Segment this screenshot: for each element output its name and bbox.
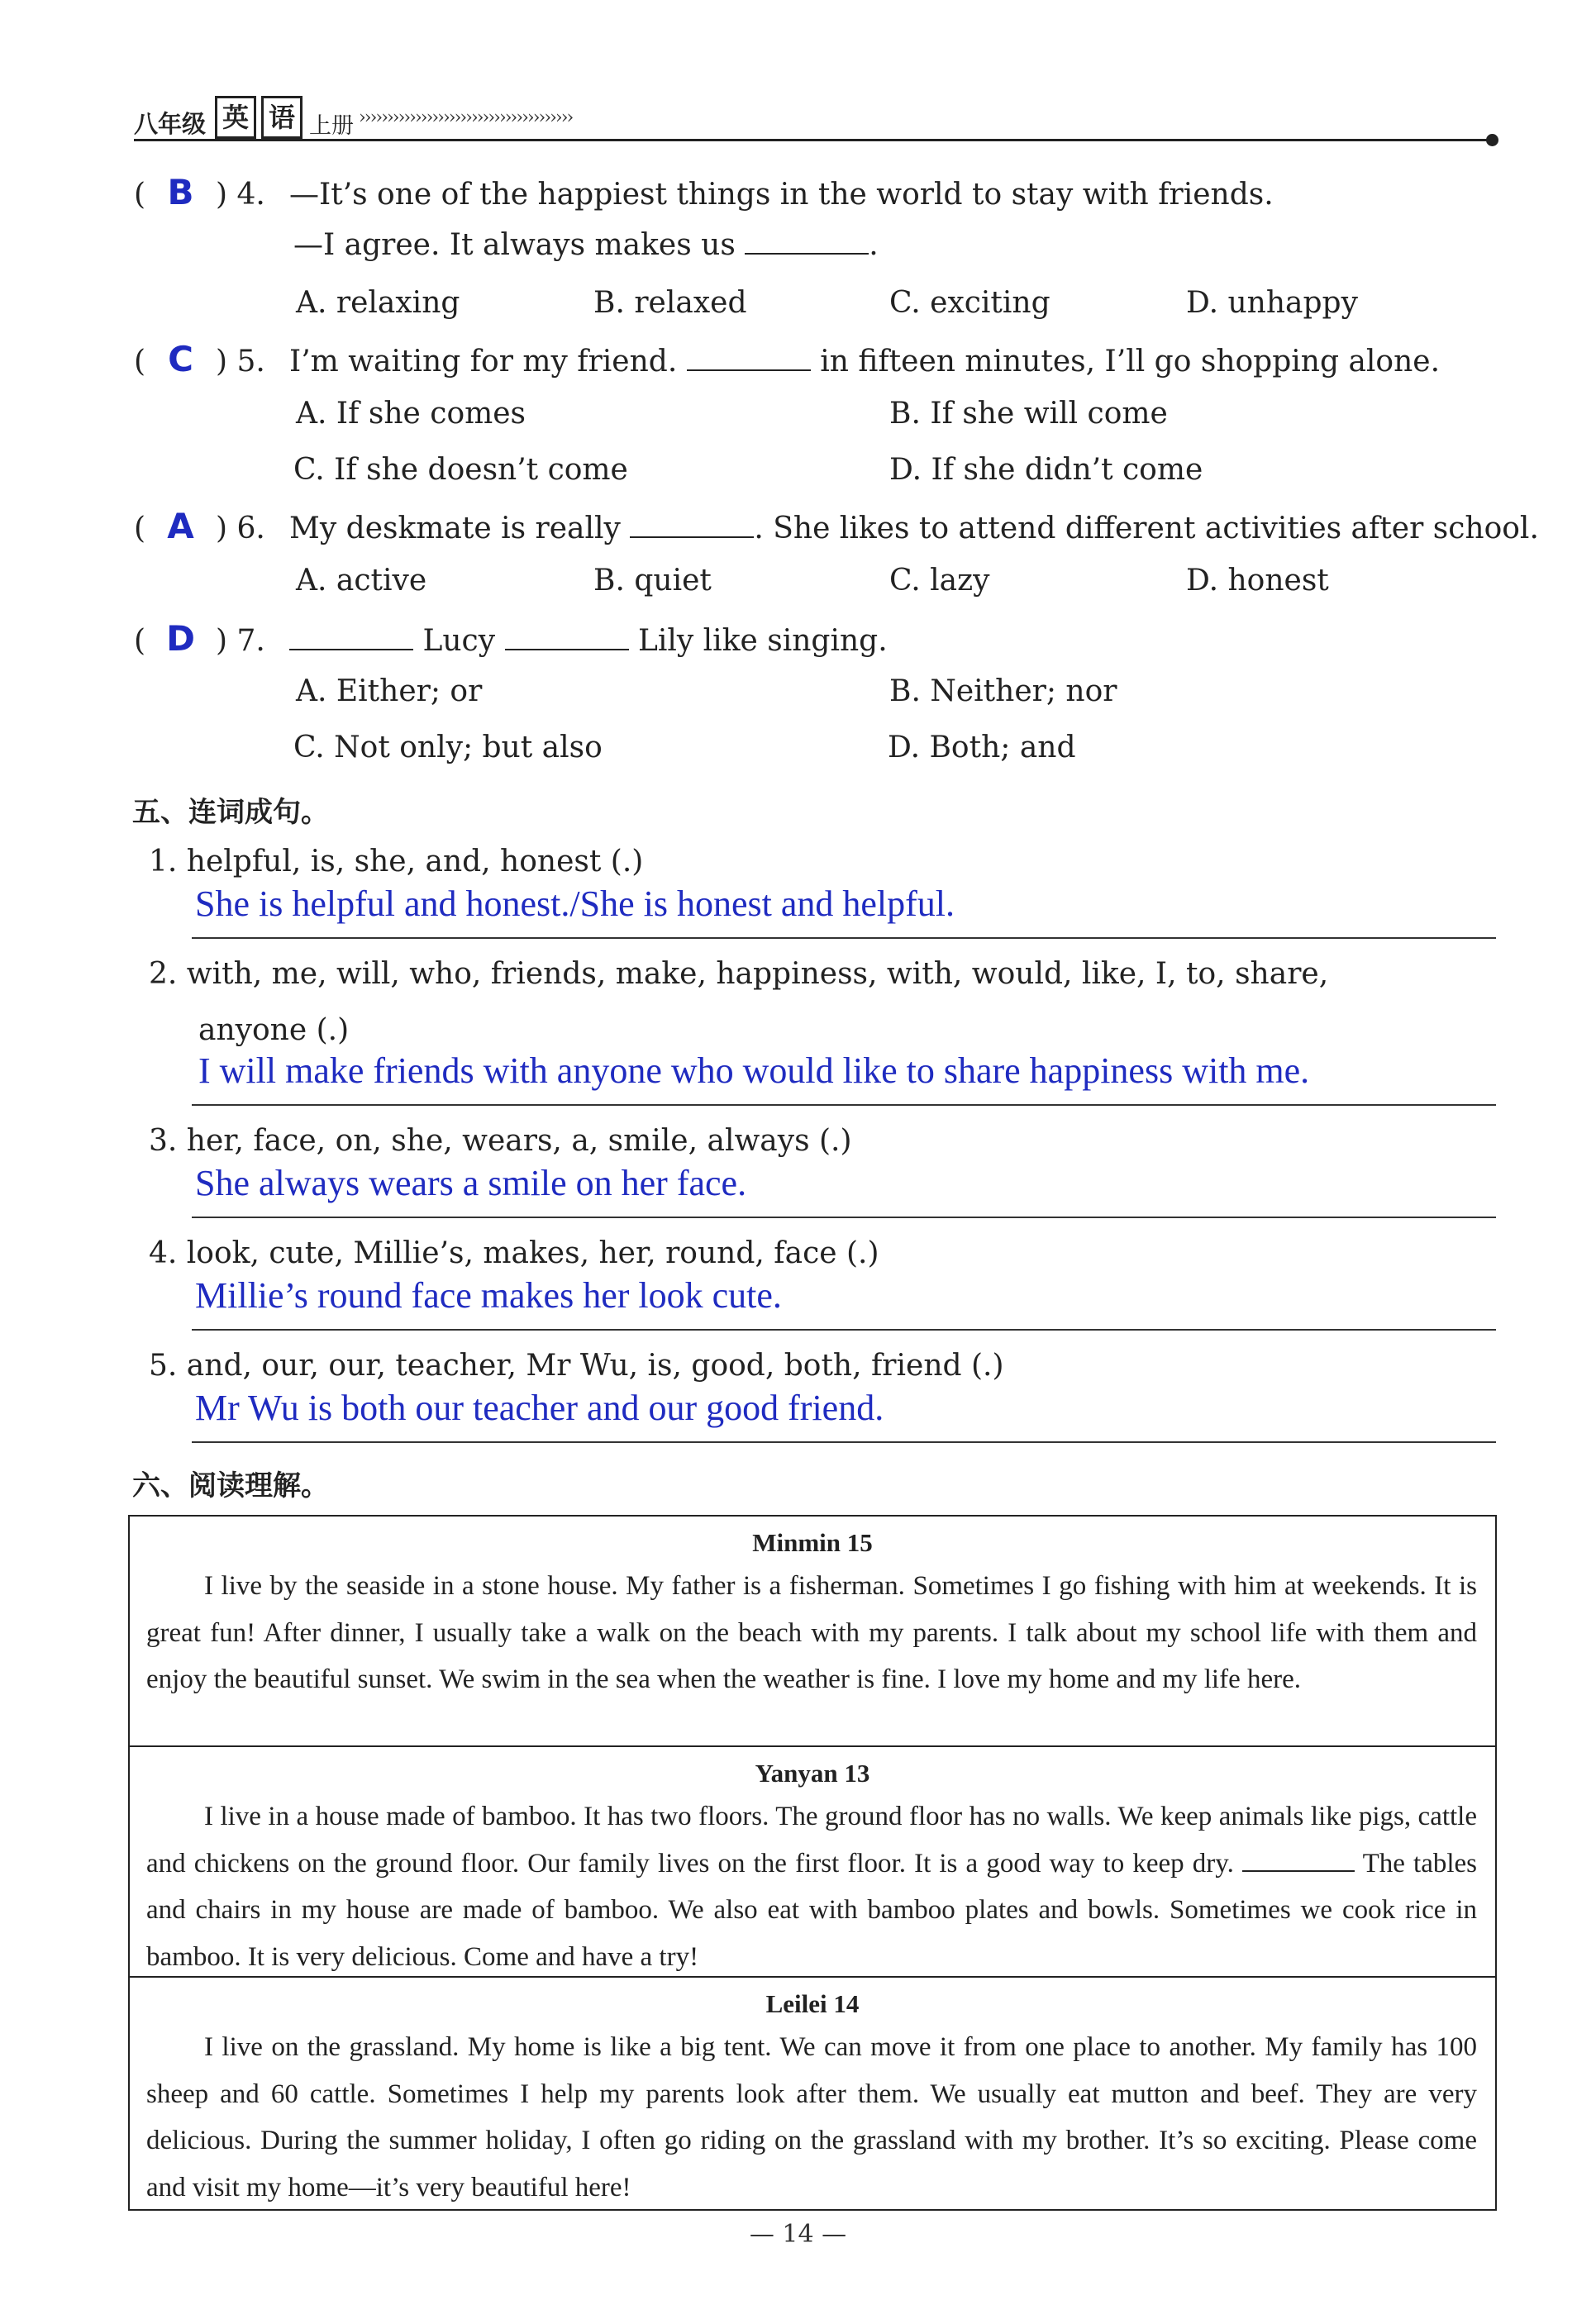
passage-text-part2: The tables and chairs in my house are made of bamboo. We also eat with bamboo plates and bowls. Sometimes we cook rice in bamboo. It is very delicious. Come and have a try! [146,1848,1478,1972]
passage-title: Leilei 14 [765,1989,860,2018]
question-stem: Lucy [422,624,496,658]
sentence-prompt: 5. and, our, our, teacher, Mr Wu, is, good, both, friend (.) [149,1349,1004,1383]
question-stem-end: in fifteen minutes, I’ll go shopping alone. [820,345,1441,379]
option-c: C. Not only; but also [293,731,603,764]
answer-line [192,1329,1496,1331]
section-title: 六、阅读理解。 [132,1469,329,1502]
question-stem: —I agree. It always makes us [293,228,736,262]
answer-paren: ( B ) 4. [134,172,265,212]
option-d: D. Both; and [888,731,1076,764]
reading-table [128,1515,1497,2211]
mc-question-line2 [293,228,879,262]
subject-char-2: 语 [261,96,303,139]
option-b: B. If she will come [889,397,1168,431]
option-c: C. lazy [889,564,990,598]
passage-title: Minmin 15 [752,1528,873,1557]
answer-blank [289,626,413,650]
option-d: D. honest [1186,564,1329,598]
question-number: 6. [236,512,265,545]
sentence-answer: Mr Wu is both our teacher and our good friend. [195,1388,884,1428]
answer-blank [630,513,754,538]
question-stem-end: . She likes to attend different activities after school. [754,512,1539,545]
option-d: D. If she didn’t come [889,453,1203,487]
answer-paren: ( C ) 5. [134,339,265,379]
answer-blank [1242,1847,1355,1872]
question-number: 5. [236,345,265,379]
answer-blank [687,346,811,371]
sentence-prompt-continued: anyone (.) [198,1013,350,1047]
sentence-answer: I will make friends with anyone who would like to share happiness with me. [198,1050,1310,1091]
subject-char-1: 英 [215,96,256,139]
option-b: B. Neither; nor [889,674,1117,708]
mc-question [134,172,1274,212]
sentence-prompt: 2. with, me, will, who, friends, make, happiness, with, would, like, I, to, share, [149,957,1329,991]
answer-line [192,1441,1496,1443]
option-a: A. relaxing [296,286,460,320]
option-c: C. If she doesn’t come [293,453,628,487]
section-title: 五、连词成句。 [132,796,329,829]
mc-question [134,506,1539,546]
header-rule [134,139,1489,141]
passage-text-part1: I live in a house made of bamboo. It has two floors. The ground floor has no walls. We keep animals like pigs, cattle and chickens on the ground floor. Our family lives on the first floor. It is a good way to keep dry. [146,1802,1477,1879]
passage-title: Yanyan 13 [755,1759,870,1788]
option-b: B. relaxed [593,286,747,320]
option-a: A. If she comes [296,397,526,431]
question-number: 7. [236,624,265,658]
page-header [134,93,1498,142]
answer-paren: ( A ) 6. [134,506,265,546]
option-c: C. exciting [889,286,1051,320]
question-stem-end: . [869,228,879,262]
sentence-prompt: 1. helpful, is, she, and, honest (.) [149,845,644,879]
sentence-answer: She always wears a smile on her face. [195,1163,747,1203]
answer-blank [505,626,629,650]
passage-text: I live by the seaside in a stone house. My father is a fisherman. Sometimes I go fishing with him at weekends. It is great fun! After dinner, I usually take a walk on the beach with my parents. I talk about my school life with them and enjoy the beautiful sunset. We swim in the sea when the weather is fine. I love my home and my life here. [146,1571,1477,1694]
page-number: — 14 — [749,2220,847,2249]
mc-question [134,339,1440,379]
grade-label: 八年级 [134,110,207,138]
mc-answer: C [168,339,193,379]
question-number: 4. [236,178,265,212]
passage-leilei [130,1978,1495,2209]
mc-answer: A [167,506,194,546]
passage-yanyan [130,1747,1495,1976]
option-d: D. unhappy [1186,286,1358,320]
sentence-answer: She is helpful and honest./She is honest and helpful. [195,883,955,924]
question-stem: —It’s one of the happiest things in the world to stay with friends. [289,178,1274,212]
option-a: A. active [296,564,427,598]
mc-question [134,618,888,659]
answer-blank [745,230,869,255]
question-stem: I’m waiting for my friend. [289,345,678,379]
passage-text [146,1793,1477,1980]
answer-line [192,1217,1496,1218]
passage-text: I live on the grassland. My home is like a big tent. We can move it from one place to another. My family has 100 sheep and 60 cattle. Sometimes I help my parents look after them. We usually eat mutton and beef. They are very delicious. During the summer holiday, I often go riding on the grassland with my brother. It’s so exciting. Please come and visit my home—it’s very beautiful here! [146,2032,1477,2202]
header-arrows: ›››››››››››››››››››››››››››››››››››››› [359,107,573,128]
sentence-answer: Millie’s round face makes her look cute. [195,1275,782,1316]
option-a: A. Either; or [296,674,483,708]
header-dot [1486,134,1498,146]
question-stem-end: Lily like singing. [637,624,888,658]
answer-line [192,937,1496,939]
volume-label: 上册 [309,113,354,139]
passage-minmin [130,1517,1495,1745]
sentence-prompt: 4. look, cute, Millie’s, makes, her, round, face (.) [149,1236,879,1270]
sentence-prompt: 3. her, face, on, she, wears, a, smile, always (.) [149,1124,852,1158]
question-stem: My deskmate is really [289,512,621,545]
answer-line [192,1104,1496,1106]
mc-answer: D [166,618,195,659]
mc-answer: B [167,172,194,212]
answer-paren: ( D ) 7. [134,618,265,659]
option-b: B. quiet [593,564,712,598]
